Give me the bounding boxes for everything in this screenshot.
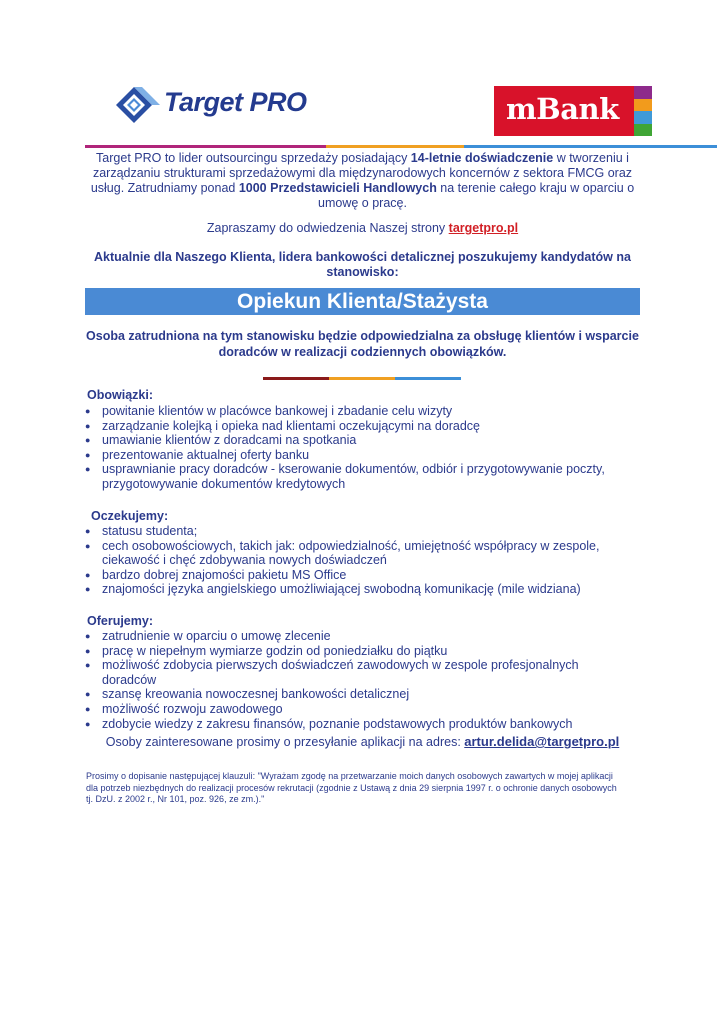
list-item-text: znajomości języka angielskiego umożliwiającej swobodną komunikację (mile widziana) <box>102 582 581 597</box>
list-item <box>82 629 622 644</box>
list-item <box>82 539 622 568</box>
short-divider-blue <box>395 377 461 380</box>
mbank-stripe-blue <box>634 111 652 124</box>
bullet-icon: ● <box>85 420 91 431</box>
expectations-list <box>82 524 622 597</box>
target-pro-logo <box>112 84 322 126</box>
list-item <box>82 462 622 491</box>
section-color-divider <box>263 377 461 380</box>
divider-segment-orange <box>326 145 464 148</box>
mbank-stripe-green <box>634 124 652 137</box>
bullet-icon: ● <box>85 660 91 671</box>
visit-website-line <box>90 221 635 235</box>
client-heading: Aktualnie dla Naszego Klienta, lidera bankowości detalicznej poszukujemy kandydatów na stanowisko: <box>94 250 631 279</box>
list-item-text: możliwość rozwoju zawodowego <box>102 701 283 716</box>
offer-list <box>82 629 622 731</box>
list-item-text: bardzo dobrej znajomości pakietu MS Office <box>102 567 347 582</box>
bullet-icon: ● <box>85 689 91 700</box>
bullet-icon: ● <box>85 449 91 460</box>
list-item-text: prezentowanie aktualnej oferty banku <box>102 447 310 462</box>
privacy-clause: Prosimy o dopisanie następującej klauzuli: "Wyrażam zgodę na przetwarzanie moich danych osobowych zawartych w mojej aplikacji dla potrzeb niezbędnych do realizacji procesów rekrutacji (zgodnie z Ustawą z dnia 29 sierpnia 1997 r. o ochronie danych osobowych tj. DzU. z 2002 r., Nr 101, poz. 926, ze zm.)." <box>86 771 617 804</box>
apply-text: Osoby zainteresowane prosimy o przesyłanie aplikacji na adres: <box>105 735 465 749</box>
mbank-stripe-purple <box>634 86 652 99</box>
job-summary: Osoba zatrudniona na tym stanowisku będzie odpowiedzialna za obsługę klientów i wsparcie doradców w realizacji codziennych obowiązków. <box>86 329 639 359</box>
intro-bold-representatives: 1000 Przedstawicieli Handlowych <box>238 181 437 195</box>
email-link[interactable]: artur.delida@targetpro.pl <box>464 734 620 749</box>
website-link[interactable]: targetpro.pl <box>448 221 519 235</box>
list-item-text: usprawnianie pracy doradców - kserowanie dokumentów, odbiór i przygotowywanie poczty, przygotowywanie dokumentów kredytowych <box>102 462 605 491</box>
bullet-icon: ● <box>85 406 91 416</box>
intro-text-2: w tworzeniu i zarządzaniu strukturami sprzedażowymi dla międzynarodowych koncernów z sektora FMCG oraz usług. Zatrudniamy ponad <box>90 151 633 195</box>
list-item <box>82 419 622 434</box>
list-item <box>82 687 622 702</box>
bullet-icon: ● <box>85 569 91 580</box>
bullet-icon: ● <box>85 464 91 475</box>
bullet-icon: ● <box>85 435 91 446</box>
target-pro-logo-text: Target PRO <box>164 87 307 117</box>
bullet-icon: ● <box>85 540 91 551</box>
list-item-text: zatrudnienie w oparciu o umowę zlecenie <box>102 629 331 643</box>
offer-heading: Oferujemy: <box>87 614 153 628</box>
short-divider-orange <box>329 377 395 380</box>
list-item-text: możliwość zdobycia pierwszych doświadczeń zawodowych w zespole profesjonalnych doradców <box>102 658 579 687</box>
job-title-bar <box>85 288 640 315</box>
intro-bold-experience: 14-letnie doświadczenie <box>410 151 554 165</box>
list-item <box>82 568 622 583</box>
intro-text-3: na terenie całego kraju w oparciu o umowę o pracę. <box>318 181 635 210</box>
list-item-text: zdobycie wiedzy z zakresu finansów, poznanie podstawowych produktów bankowych <box>102 716 573 731</box>
divider-segment-blue <box>464 145 717 148</box>
intro-paragraph <box>90 151 635 211</box>
list-item <box>82 717 622 732</box>
mbank-logo <box>494 86 652 136</box>
bullet-icon: ● <box>85 526 91 536</box>
list-item <box>82 658 622 687</box>
divider-segment-purple <box>85 145 326 148</box>
list-item-text: umawianie klientów z doradcami na spotkania <box>102 433 357 448</box>
list-item <box>82 702 622 717</box>
intro-text-1: Target PRO to lider outsourcingu sprzedaży posiadający <box>96 151 411 165</box>
duties-heading: Obowiązki: <box>87 388 153 402</box>
list-item <box>82 404 622 419</box>
short-divider-darkred <box>263 377 329 380</box>
list-item <box>82 448 622 463</box>
list-item-text: zarządzanie kolejką i opieka nad klientami oczekującymi na doradcę <box>102 418 480 433</box>
job-title: Opiekun Klienta/Stażysta <box>237 290 488 313</box>
header-color-divider <box>85 145 717 148</box>
expectations-heading: Oczekujemy: <box>91 509 169 523</box>
target-pro-diamond-icon <box>112 84 162 126</box>
bullet-icon: ● <box>85 631 91 641</box>
list-item <box>82 524 622 539</box>
bullet-icon: ● <box>85 584 91 595</box>
list-item-text: powitanie klientów w placówce bankowej i zbadanie celu wizyty <box>102 404 453 418</box>
list-item <box>82 644 622 659</box>
mbank-stripe-orange <box>634 99 652 112</box>
list-item <box>82 433 622 448</box>
list-item-text: pracę w niepełnym wymiarze godzin od poniedziałku do piątku <box>102 643 448 658</box>
bullet-icon: ● <box>85 718 91 729</box>
mbank-logo-text: mBank <box>506 92 619 126</box>
visit-text: Zapraszamy do odwiedzenia Naszej strony <box>206 221 449 235</box>
apply-line <box>90 734 635 749</box>
bullet-icon: ● <box>85 703 91 714</box>
list-item <box>82 582 622 597</box>
list-item-text: cech osobowościowych, takich jak: odpowiedzialność, umiejętność współpracy w zespole, ciekawość i chęć zdobywania nowych doświadczeń <box>102 538 600 568</box>
duties-list <box>82 404 622 492</box>
list-item-text: szansę kreowania nowoczesnej bankowości detalicznej <box>102 687 410 702</box>
list-item-text: statusu studenta; <box>102 524 198 538</box>
bullet-icon: ● <box>85 645 91 656</box>
